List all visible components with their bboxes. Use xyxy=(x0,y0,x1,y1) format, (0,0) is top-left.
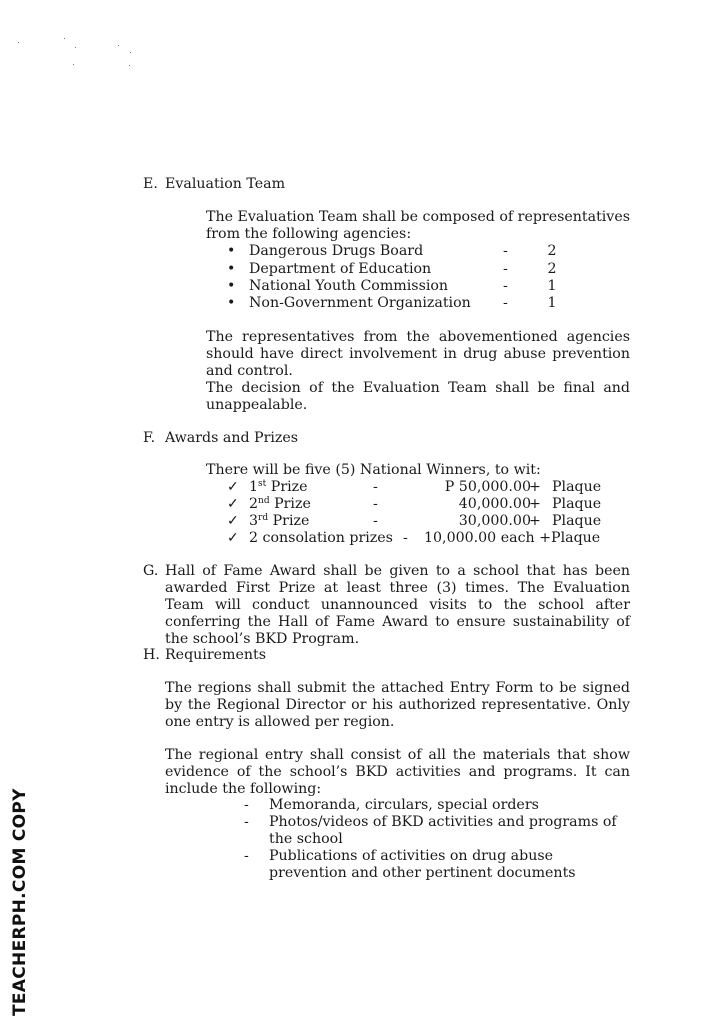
prize-amount: 30,000.00 xyxy=(458,513,531,529)
section-f-intro: There will be five (5) National Winners, to wit: xyxy=(206,462,541,478)
agency-item xyxy=(227,295,567,312)
section-title: Awards and Prizes xyxy=(165,430,299,446)
agency-name: Dangerous Drugs Board xyxy=(249,243,424,259)
prize-label: 2 consolation prizes xyxy=(249,530,393,546)
bullet-icon: • xyxy=(227,261,236,277)
prize-award: Plaque xyxy=(552,496,602,512)
prize-amount: P 50,000.00 xyxy=(444,479,531,495)
agency-item xyxy=(227,278,567,295)
prize-dash: - xyxy=(373,513,378,529)
scan-speck xyxy=(130,52,131,53)
prize-award: Plaque xyxy=(552,513,602,529)
scan-speck xyxy=(129,65,130,66)
check-icon: ✓ xyxy=(227,513,239,529)
prize-award: Plaque xyxy=(552,479,602,495)
scan-speck xyxy=(118,45,119,46)
check-icon: ✓ xyxy=(227,496,239,512)
prize-dash: - xyxy=(403,530,408,546)
agency-dash: - xyxy=(503,295,508,311)
scan-speck xyxy=(75,47,76,48)
section-e-intro: The Evaluation Team shall be composed of representatives from the following agencies: xyxy=(206,209,631,242)
section-g-text: Hall of Fame Award shall be given to a school that has been awarded First Prize at least three (3) times. The Evaluation Team will conduct unannounced visits to the school after conferring the Hall of Fame Award to ensure sustainability of the school’s BKD Program. xyxy=(165,563,630,647)
section-letter: E. xyxy=(143,176,158,192)
bullet-icon: • xyxy=(227,295,236,311)
agency-count: 1 xyxy=(547,278,557,294)
section-e-para2: The representatives from the abovementioned agencies should have direct involvement in drug abuse prevention and control. xyxy=(206,329,630,379)
bullet-icon: • xyxy=(227,243,236,259)
prize-label: 3rd Prize xyxy=(249,513,310,529)
section-g-letter: G. xyxy=(143,563,159,579)
section-h-para1: The regions shall submit the attached Entry Form to be signed by the Regional Director or his authorized representative. Only one entry is allowed per region. xyxy=(165,680,630,730)
agency-count: 1 xyxy=(547,295,557,311)
prize-amount: 40,000.00 xyxy=(458,496,531,512)
prize-amount: 10,000.00 each +Plaque xyxy=(424,530,601,546)
prize-item xyxy=(227,513,607,530)
section-e-heading xyxy=(143,176,285,193)
prize-label: 2nd Prize xyxy=(249,496,311,512)
agency-name: Department of Education xyxy=(249,261,432,277)
prize-dash: - xyxy=(373,496,378,512)
scan-speck xyxy=(18,42,19,43)
check-icon: ✓ xyxy=(227,479,239,495)
agency-count: 2 xyxy=(547,243,557,259)
agency-item xyxy=(227,243,567,260)
section-e-para3: The decision of the Evaluation Team shall be final and unappealable. xyxy=(206,380,630,413)
agency-name: National Youth Commission xyxy=(249,278,449,294)
prize-item xyxy=(227,479,607,496)
prize-label: 1st Prize xyxy=(249,479,308,495)
watermark: TEACHERPH.COM COPY xyxy=(10,788,30,1016)
prize-plus: + xyxy=(529,479,541,495)
agency-item xyxy=(227,261,567,278)
section-title: Requirements xyxy=(165,647,266,663)
section-title: Evaluation Team xyxy=(165,176,286,192)
bullet-icon: • xyxy=(227,278,236,294)
requirement-text: Publications of activities on drug abuse prevention and other pertinent documents xyxy=(269,848,576,881)
check-icon: ✓ xyxy=(227,530,239,546)
section-letter: H. xyxy=(143,647,160,663)
prize-plus: + xyxy=(529,513,541,529)
agency-dash: - xyxy=(503,278,508,294)
prize-item xyxy=(227,530,607,547)
prize-dash: - xyxy=(373,479,378,495)
section-h-heading xyxy=(143,647,266,664)
section-letter: F. xyxy=(143,430,156,446)
requirement-text: Memoranda, circulars, special orders xyxy=(269,797,539,813)
agency-count: 2 xyxy=(547,261,557,277)
agency-name: Non-Government Organization xyxy=(249,295,471,311)
scan-speck xyxy=(64,38,65,39)
prize-item xyxy=(227,496,607,513)
section-f-heading xyxy=(143,430,298,447)
agency-dash: - xyxy=(503,243,508,259)
prize-plus: + xyxy=(529,496,541,512)
scan-speck xyxy=(73,64,74,65)
dash-marker: - xyxy=(244,797,249,813)
requirement-text: Photos/videos of BKD activities and programs of the school xyxy=(269,814,617,847)
dash-marker: - xyxy=(244,814,249,830)
dash-marker: - xyxy=(244,848,249,864)
agency-dash: - xyxy=(503,261,508,277)
section-h-para2: The regional entry shall consist of all the materials that show evidence of the school’s BKD activities and programs. It can include the following: xyxy=(165,747,630,797)
